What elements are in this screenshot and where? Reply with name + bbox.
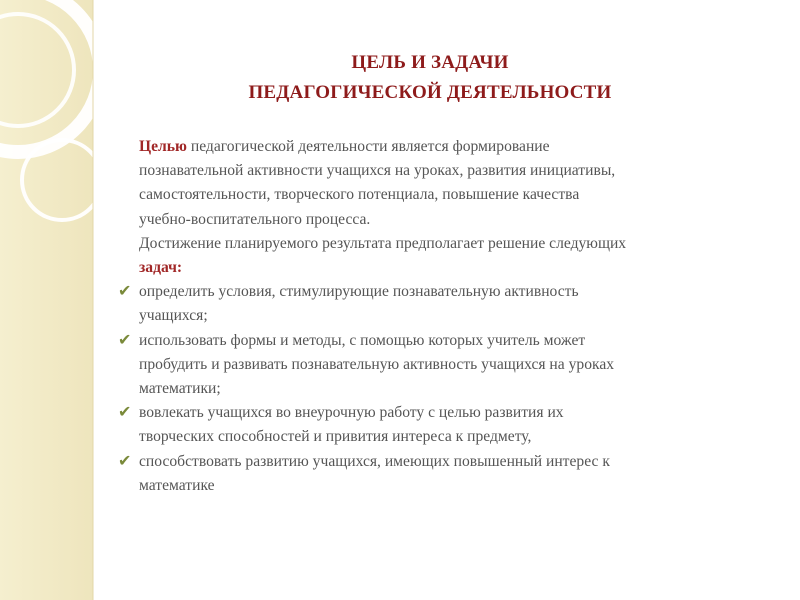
- intro-line-3: самостоятельности, творческого потенциала, повышение качества: [139, 186, 580, 204]
- task-line: определить условия, стимулирующие познавательную активность: [139, 283, 579, 301]
- task-line: математике: [139, 476, 215, 494]
- task-line: творческих способностей и привития интереса к предмету,: [139, 428, 532, 446]
- task-item: [118, 401, 779, 449]
- ring-decoration-large: [0, 0, 100, 152]
- achievement-line-1: Достижение планируемого результата предполагает решение следующих: [139, 234, 627, 252]
- page-title: [150, 48, 710, 108]
- intro-line-1: [139, 135, 779, 159]
- title-line-2: ПЕДАГОГИЧЕСКОЙ ДЕЯТЕЛЬНОСТИ: [248, 82, 612, 103]
- checkmark-icon: ✔: [118, 283, 132, 301]
- title-line-1: ЦЕЛЬ И ЗАДАЧИ: [351, 52, 509, 73]
- intro-line-2: познавательной активности учащихся на уроках, развития инициативы,: [139, 162, 616, 180]
- intro-line-1-text: педагогической деятельности является формирование: [186, 138, 550, 155]
- task-line: учащихся;: [139, 307, 208, 325]
- checkmark-icon: ✔: [118, 452, 132, 470]
- task-line: использовать формы и методы, с помощью которых учитель может: [139, 331, 586, 349]
- task-line: математики;: [139, 380, 221, 398]
- intro-line-4: учебно-воспитательного процесса.: [139, 210, 371, 228]
- task-item: [118, 450, 779, 498]
- ring-decoration-small: [0, 14, 74, 126]
- task-line: пробудить и развивать познавательную активность учащихся на уроках: [139, 355, 615, 373]
- sidebar-panel: [0, 0, 93, 600]
- task-item: [118, 280, 779, 328]
- task-line: способствовать развитию учащихся, имеющих повышенный интерес к: [139, 452, 610, 470]
- task-line: вовлекать учащихся во внеурочную работу с целью развития их: [139, 404, 564, 422]
- checkmark-icon: ✔: [118, 404, 132, 422]
- ring-decoration-lower: [22, 140, 102, 220]
- body-text: [118, 135, 779, 498]
- intro-keyword: Целью: [139, 138, 187, 155]
- checkmark-icon: ✔: [118, 331, 132, 349]
- task-item: [118, 329, 779, 402]
- achievement-keyword: задач:: [139, 259, 183, 277]
